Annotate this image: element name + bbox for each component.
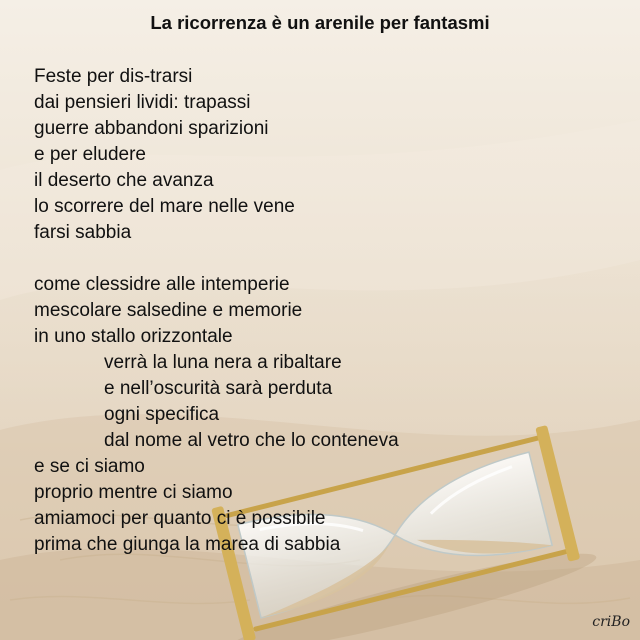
- poem-line: prima che giunga la marea di sabbia: [34, 534, 341, 555]
- poem-line: in uno stallo orizzontale: [34, 326, 233, 347]
- poem-line: guerre abbandoni sparizioni: [34, 118, 269, 139]
- poem-line: proprio mentre ci siamo: [34, 482, 233, 503]
- poem-line: come clessidre alle intemperie: [34, 274, 290, 295]
- poem-line: e se ci siamo: [34, 456, 145, 477]
- poem-line-indented: verrà la luna nera a ribaltare: [104, 352, 342, 373]
- poem-line: dai pensieri lividi: trapassi: [34, 92, 251, 113]
- poem-line: lo scorrere del mare nelle vene: [34, 196, 295, 217]
- poem-line-indented: dal nome al vetro che lo conteneva: [104, 430, 399, 451]
- poem-line: il deserto che avanza: [34, 170, 214, 191]
- poem-line: Feste per dis-trarsi: [34, 66, 193, 87]
- poem-line: farsi sabbia: [34, 222, 132, 243]
- poem-line-indented: ogni specifica: [104, 404, 220, 425]
- stanza-1: [34, 64, 295, 246]
- author-signature: criBo: [592, 614, 630, 630]
- poem-line-indented: e nell’oscurità sarà perduta: [104, 378, 333, 399]
- poem-title: La ricorrenza è un arenile per fantasmi: [150, 12, 490, 33]
- stanza-2: [34, 272, 399, 558]
- poem-line: amiamoci per quanto ci è possibile: [34, 508, 326, 529]
- poem-line: mescolare salsedine e memorie: [34, 300, 303, 321]
- poem-line: e per eludere: [34, 144, 146, 165]
